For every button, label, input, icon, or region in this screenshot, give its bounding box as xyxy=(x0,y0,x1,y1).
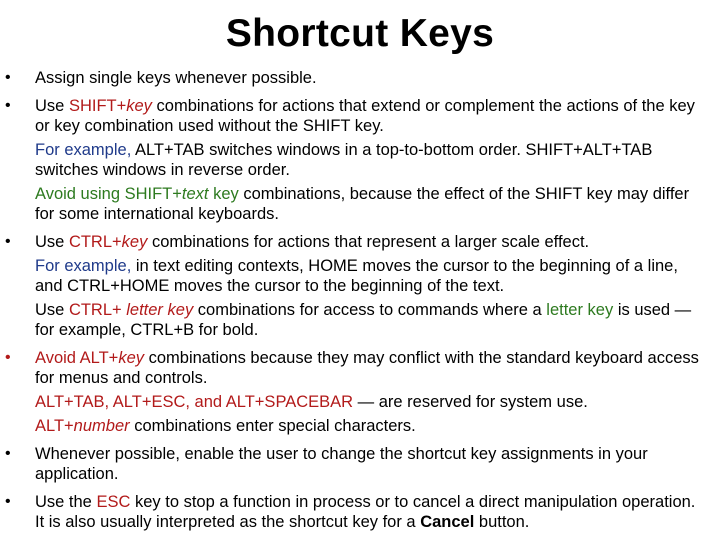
bullet-item xyxy=(5,96,707,136)
sub-text: in text editing contexts, HOME moves the cursor to the beginning of a line, and CTRL+HOME moves the cursor to the beginning of the text. xyxy=(35,257,678,295)
sub-paragraph xyxy=(35,300,707,340)
bullet-text: Assign single keys whenever possible. xyxy=(35,69,317,87)
bullet-dot: • xyxy=(5,97,11,114)
bullet-text: key to stop a function in process or to cancel a direct manipulation operation. It is also usually interpreted as the shortcut key for a xyxy=(35,493,696,531)
sub-text: combinations, because the effect of the SHIFT key may differ for some international keyboards. xyxy=(35,185,690,223)
bullet-item xyxy=(5,492,707,532)
bullet-item xyxy=(5,348,707,388)
reserved-keys-label: ALT+TAB, ALT+ESC, and ALT+SPACEBAR xyxy=(35,393,354,411)
key-label: key xyxy=(118,349,145,367)
sub-paragraph xyxy=(35,392,707,412)
avoid-alt-label: Avoid ALT+ xyxy=(35,349,119,367)
bullet-text: Use the xyxy=(35,493,97,511)
slide-body xyxy=(0,68,720,532)
bullet-dot: • xyxy=(5,349,11,366)
bullet-text: Use xyxy=(35,97,69,115)
bullet-text: combinations for actions that represent a larger scale effect. xyxy=(147,233,590,251)
ctrl-label: CTRL+ xyxy=(68,301,127,319)
cancel-label: Cancel xyxy=(420,513,475,531)
sub-text: ALT+TAB switches windows in a top-to-bottom order. SHIFT+ALT+TAB switches windows in reverse order. xyxy=(35,141,653,179)
bullet-text: button. xyxy=(474,513,530,531)
bullet-text: combinations because they may conflict with the standard keyboard access for menus and controls. xyxy=(35,349,699,387)
avoid-label-italic: text xyxy=(181,185,209,203)
bullet-dot: • xyxy=(5,493,11,510)
example-label: For example, xyxy=(35,141,132,159)
slide-title: Shortcut Keys xyxy=(225,12,495,55)
sub-paragraph xyxy=(35,416,707,436)
sub-paragraph xyxy=(35,256,707,296)
bullet-item xyxy=(5,232,707,252)
number-label: number xyxy=(73,417,130,435)
avoid-label-end: key xyxy=(208,185,239,203)
bullet-text: Whenever possible, enable the user to change the shortcut key assignments in your application. xyxy=(35,445,648,483)
avoid-label: Avoid using SHIFT+ xyxy=(35,185,182,203)
key-label: key xyxy=(121,233,148,251)
bullet-dot: • xyxy=(5,69,11,86)
sub-text: combinations enter special characters. xyxy=(129,417,416,435)
sub-text: combinations for access to commands where a xyxy=(193,301,547,319)
letter-key-label-green: letter key xyxy=(546,301,614,319)
bullet-item xyxy=(5,68,707,88)
shift-label: SHIFT+ xyxy=(68,97,127,115)
sub-text: is used — for example, CTRL+B for bold. xyxy=(35,301,692,339)
sub-text: — are reserved for system use. xyxy=(353,393,588,411)
esc-label: ESC xyxy=(96,493,131,511)
sub-text: Use xyxy=(35,301,69,319)
key-label: key xyxy=(126,97,152,115)
sub-paragraph xyxy=(35,184,707,224)
letter-key-label: letter key xyxy=(126,301,194,319)
bullet-dot: • xyxy=(5,233,11,250)
bullet-item xyxy=(5,444,707,484)
ctrl-label: CTRL+ xyxy=(68,233,122,251)
example-label: For example, xyxy=(35,257,132,275)
sub-paragraph xyxy=(35,140,707,180)
bullet-text: Use xyxy=(35,233,69,251)
bullet-dot: • xyxy=(5,445,11,462)
alt-label: ALT+ xyxy=(35,417,74,435)
bullet-text: combinations for actions that extend or complement the actions of the key or key combination used without the SHIFT key. xyxy=(35,97,695,135)
